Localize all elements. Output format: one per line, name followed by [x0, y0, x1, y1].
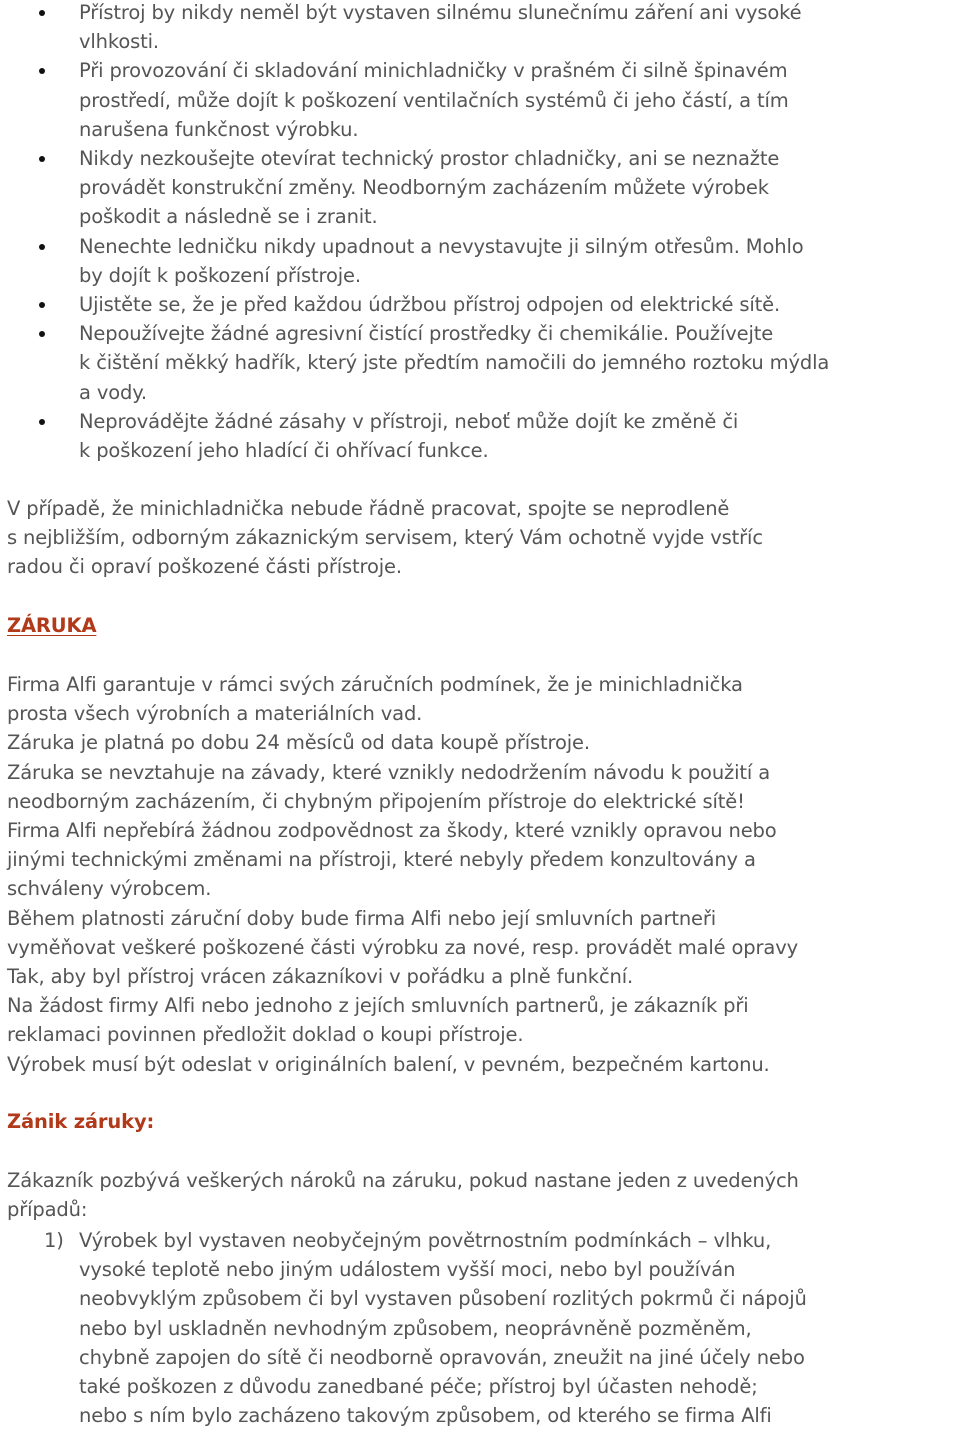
paragraph-line: reklamaci povinnen předložit doklad o koupi přístroje.: [7, 1023, 524, 1047]
bullet-icon: [39, 244, 45, 250]
list-item-line: chybně zapojen do sítě či neodborně opravován, zneužit na jiné účely nebo: [79, 1345, 805, 1369]
paragraph-line: Tak, aby byl přístroj vrácen zákazníkovi v pořádku a plně funkční.: [7, 965, 634, 989]
list-item-line: Přístroj by nikdy neměl být vystaven silnému slunečnímu záření ani vysoké: [79, 1, 802, 24]
paragraph-line: Firma Alfi nepřebírá žádnou zodpovědnost za škody, které vznikly opravou nebo: [7, 819, 777, 843]
list-item-line: Ujistěte se, že je před každou údržbou přístroj odpojen od elektrické sítě.: [79, 293, 781, 317]
list-item: [0, 290, 960, 319]
list-item-line: a vody.: [79, 380, 147, 404]
list-item-line: neobvyklým způsobem či byl vystaven působení rozlitých pokrmů či nápojů: [79, 1287, 807, 1311]
paragraph-line: Záruka se nevztahuje na závady, které vznikly nedodržením návodu k použití a: [7, 760, 771, 784]
bullet-icon: [39, 68, 45, 74]
list-item-line: vlhkosti.: [79, 30, 159, 54]
list-item-line: provádět konstrukční změny. Neodborným zacházením můžete výrobek: [79, 176, 769, 200]
list-item: [0, 56, 960, 144]
list-item-line: Nikdy nezkoušejte otevírat technický prostor chladničky, ani se neznažte: [79, 147, 780, 171]
list-item-line: prostředí, může dojít k poškození ventilačních systémů či jeho částí, a tím: [79, 88, 789, 112]
bullet-icon: [39, 156, 45, 162]
list-item-line: Nenechte ledničku nikdy upadnout a nevystavujte ji silným otřesům. Mohlo: [79, 234, 804, 258]
safety-bullet-list: [0, 0, 960, 465]
paragraph-line: Zákazník pozbývá veškerých nároků na záruku, pokud nastane jeden z uvedených: [7, 1169, 799, 1192]
list-item-line: nebo s ním bylo zacházeno takovým způsobem, od kterého se firma Alfi: [79, 1404, 772, 1428]
list-item-line: narušena funkčnost výrobku.: [79, 117, 359, 141]
list-item: [0, 232, 960, 290]
paragraph-line: schváleny výrobcem.: [7, 877, 212, 901]
list-item-line: Neprovádějte žádné zásahy v přístroji, neboť může dojít ke změně či: [79, 409, 739, 433]
paragraph-line: Záruka je platná po dobu 24 měsíců od data koupě přístroje.: [7, 731, 590, 755]
warranty-text: [7, 670, 947, 1079]
list-item-line: poškodit a následně se i zranit.: [79, 205, 378, 229]
list-item-number: 1): [44, 1229, 64, 1252]
list-item-line: Při provozování či skladování minichladničky v prašném či silně špinavém: [79, 59, 788, 83]
paragraph-line: neodborným zacházením, či chybným připojením přístroje do elektrické sítě!: [7, 789, 745, 813]
list-item-line: vysoké teplotě nebo jiným událostem vyšší moci, nebo byl používán: [79, 1258, 736, 1282]
list-item: [0, 0, 960, 56]
paragraph-line: radou či opraví poškozené části přístroje.: [7, 555, 402, 579]
paragraph-line: s nejbližším, odborným zákaznickým servisem, který Vám ochotně vyjde vstříc: [7, 526, 763, 550]
list-item: [0, 407, 960, 465]
list-item: [0, 319, 960, 407]
bullet-icon: [39, 10, 45, 16]
warranty-heading: ZÁRUKA: [7, 614, 97, 637]
warranty-expiry-intro: [7, 1166, 947, 1224]
warranty-expiry-list: [0, 1226, 960, 1430]
bullet-icon: [39, 302, 45, 308]
list-item: [0, 1226, 960, 1430]
list-item-line: Nepoužívejte žádné agresivní čistící prostředky či chemikálie. Používejte: [79, 322, 774, 346]
paragraph-line: případů:: [7, 1198, 88, 1222]
paragraph-line: Firma Alfi garantuje v rámci svých záručních podmínek, že je minichladnička: [7, 673, 743, 696]
paragraph-line: Výrobek musí být odeslat v originálních balení, v pevném, bezpečném kartonu.: [7, 1052, 770, 1076]
paragraph-line: vyměňovat veškeré poškozené části výrobku za nové, resp. provádět malé opravy: [7, 935, 798, 959]
bullet-icon: [39, 331, 45, 337]
list-item-line: Výrobek byl vystaven neobyčejným povětrnostním podmínkách – vlhku,: [79, 1229, 772, 1252]
service-paragraph: [7, 494, 947, 582]
list-item-line: k poškození jeho hladící či ohřívací funkce.: [79, 439, 489, 463]
list-item-line: nebo byl uskladněn nevhodným způsobem, neoprávněně pozměněm,: [79, 1316, 752, 1340]
list-item-line: k čištění měkký hadřík, který jste předtím namočili do jemného roztoku mýdla: [79, 351, 830, 375]
list-item: [0, 144, 960, 232]
bullet-icon: [39, 419, 45, 425]
paragraph-line: Během platnosti záruční doby bude firma Alfi nebo její smluvních partneři: [7, 906, 717, 930]
list-item-line: by dojít k poškození přístroje.: [79, 263, 361, 287]
paragraph-line: Na žádost firmy Alfi nebo jednoho z jejích smluvních partnerů, je zákazník při: [7, 994, 749, 1018]
warranty-expiry-heading: Zánik záruky:: [7, 1110, 155, 1133]
list-item-line: také poškozen z důvodu zanedbané péče; přístroj byl účasten nehodě;: [79, 1375, 758, 1399]
paragraph-line: V případě, že minichladnička nebude řádně pracovat, spojte se neprodleně: [7, 497, 730, 520]
paragraph-line: jinými technickými změnami na přístroji, které nebyly předem konzultovány a: [7, 848, 756, 872]
paragraph-line: prosta všech výrobních a materiálních vad.: [7, 702, 423, 726]
